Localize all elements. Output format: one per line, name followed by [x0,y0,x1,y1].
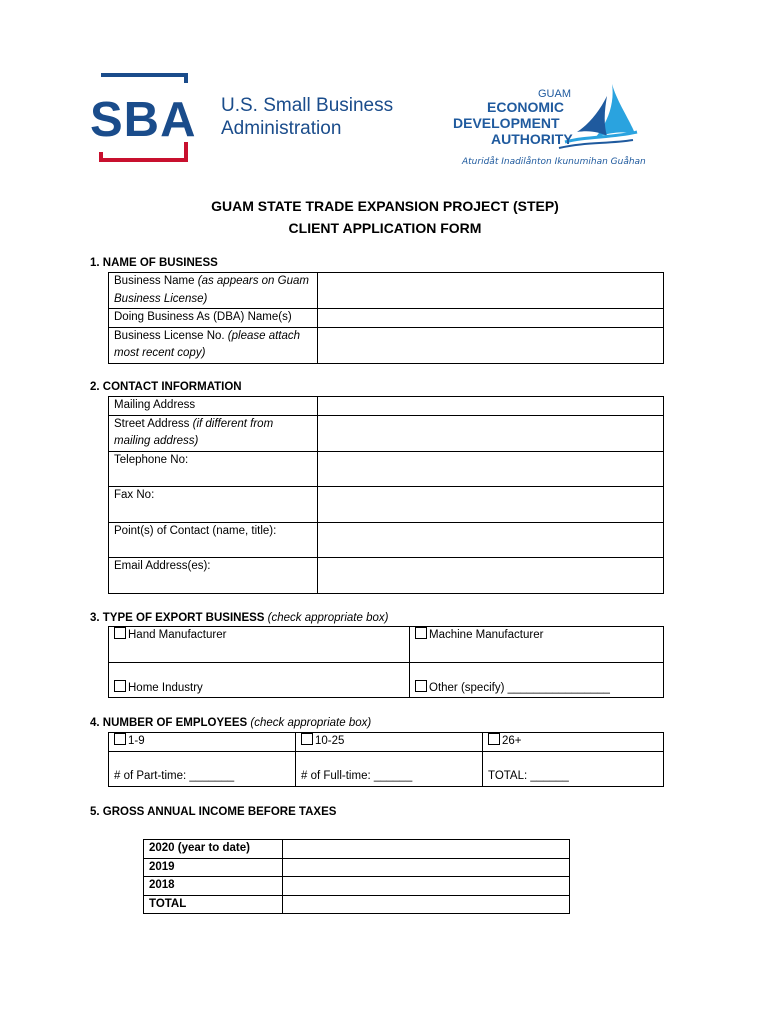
income-row-label: 2020 (year to date) [144,840,283,859]
form-title [0,195,770,239]
checkbox[interactable] [488,733,500,745]
option-home-industry[interactable]: Home Industry [109,663,410,698]
business-name-field[interactable] [318,273,664,309]
sba-name [221,94,393,140]
business-name-label: Business Name (as appears on Guam Business License) [109,273,318,309]
income-row-value[interactable] [283,877,570,896]
income-row-label: TOTAL [144,895,283,914]
street-address-label: Street Address (if different from mailing address) [109,415,318,451]
full-time-count[interactable]: # of Full-time: ______ [296,751,483,786]
income-row-label: 2018 [144,877,283,896]
svg-text:ECONOMIC: ECONOMIC [487,99,564,115]
checkbox[interactable] [415,680,427,692]
contact-field[interactable] [318,522,664,557]
option-machine-manufacturer[interactable]: Machine Manufacturer [410,627,664,663]
section5-heading: 5. GROSS ANNUAL INCOME BEFORE TAXES [90,806,337,818]
geda-tagline: Aturidåt Inadilånton Ikunumihan Guåhan [462,157,646,167]
option-26-plus[interactable]: 26+ [483,733,664,752]
title-line1: GUAM STATE TRADE EXPANSION PROJECT (STEP) [211,198,559,214]
checkbox[interactable] [301,733,313,745]
total-count[interactable]: TOTAL: ______ [483,751,664,786]
mailing-address-field[interactable] [318,397,664,416]
option-10-25[interactable]: 10-25 [296,733,483,752]
income-row-label: 2019 [144,858,283,877]
business-license-field[interactable] [318,327,664,363]
geda-logo [447,82,647,154]
fax-field[interactable] [318,486,664,522]
street-address-field[interactable] [318,415,664,451]
sba-name-line2: Administration [221,118,342,139]
section3-heading: 3. TYPE OF EXPORT BUSINESS (check appropriate box) [90,612,389,624]
section2-table [108,396,664,594]
contact-label: Point(s) of Contact (name, title): [109,522,318,557]
title-line2: CLIENT APPLICATION FORM [288,220,482,236]
sba-logo [88,72,200,164]
mailing-address-label: Mailing Address [109,397,318,416]
income-table [143,839,570,914]
section4-table [108,732,664,787]
telephone-field[interactable] [318,451,664,486]
telephone-label: Telephone No: [109,451,318,486]
section4-heading: 4. NUMBER OF EMPLOYEES (check appropriate box) [90,717,372,729]
section2-heading: 2. CONTACT INFORMATION [90,381,242,393]
business-license-label: Business License No. (please attach most recent copy) [109,327,318,363]
section1-table [108,272,664,364]
section3-table [108,626,664,698]
svg-text:SBA: SBA [90,93,197,147]
option-hand-manufacturer[interactable]: Hand Manufacturer [109,627,410,663]
email-label: Email Address(es): [109,557,318,593]
income-row-value[interactable] [283,840,570,859]
dba-name-label: Doing Business As (DBA) Name(s) [109,309,318,328]
option-other[interactable]: Other (specify) ________________ [410,663,664,698]
dba-name-field[interactable] [318,309,664,328]
fax-label: Fax No: [109,486,318,522]
svg-text:GUAM: GUAM [538,88,571,100]
sba-name-line1: U.S. Small Business [221,95,394,116]
checkbox[interactable] [114,733,126,745]
email-field[interactable] [318,557,664,593]
option-1-9[interactable]: 1-9 [109,733,296,752]
checkbox[interactable] [114,680,126,692]
income-row-value[interactable] [283,895,570,914]
income-row-value[interactable] [283,858,570,877]
checkbox[interactable] [114,627,126,639]
checkbox[interactable] [415,627,427,639]
svg-text:DEVELOPMENT: DEVELOPMENT [453,115,560,131]
section1-heading: 1. NAME OF BUSINESS [90,257,218,269]
part-time-count[interactable]: # of Part-time: _______ [109,751,296,786]
svg-text:AUTHORITY: AUTHORITY [491,131,573,147]
